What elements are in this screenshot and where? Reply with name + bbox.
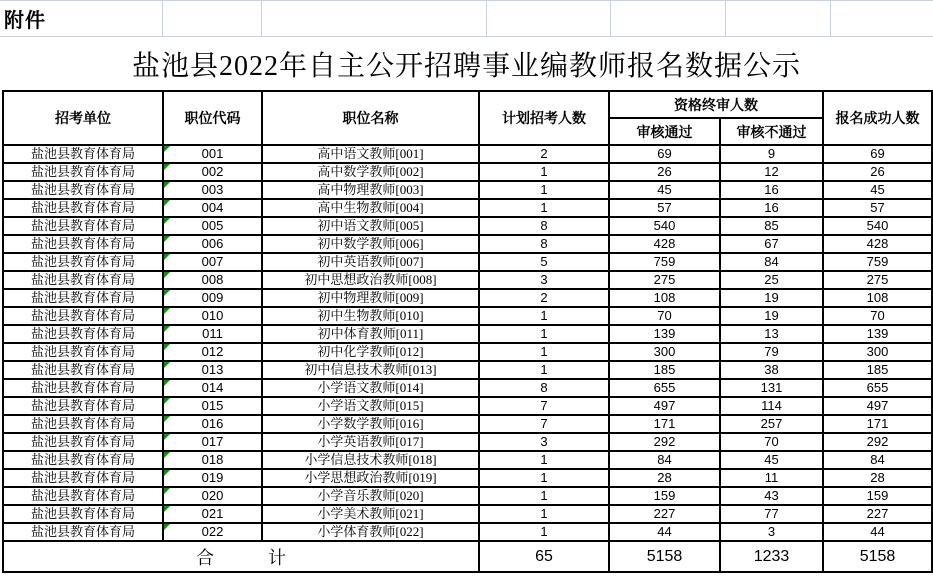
rejected-count-cell[interactable]: 114: [720, 397, 823, 415]
position-name-cell[interactable]: 小学语文教师[015]: [262, 397, 479, 415]
code-cell[interactable]: 003: [163, 181, 262, 199]
unit-cell[interactable]: 盐池县教育体育局: [3, 325, 163, 343]
unit-cell[interactable]: 盐池县教育体育局: [3, 199, 163, 217]
rejected-count-cell[interactable]: 9: [720, 145, 823, 163]
approved-count-cell[interactable]: 26: [609, 163, 720, 181]
position-name-cell[interactable]: 小学音乐教师[020]: [262, 487, 479, 505]
table-row: [3, 469, 932, 487]
approved-count-cell[interactable]: 28: [609, 469, 720, 487]
position-name-cell[interactable]: 高中生物教师[004]: [262, 199, 479, 217]
rejected-count-cell[interactable]: 84: [720, 253, 823, 271]
code-cell[interactable]: 017: [163, 433, 262, 451]
gridline: [725, 1, 726, 36]
table-row: [3, 415, 932, 433]
gridline: [162, 1, 163, 36]
planned-count-cell[interactable]: 8: [479, 379, 609, 397]
position-name-cell[interactable]: 初中英语教师[007]: [262, 253, 479, 271]
position-name-cell[interactable]: 初中物理教师[009]: [262, 289, 479, 307]
planned-count-cell[interactable]: 1: [479, 163, 609, 181]
registered-count-cell[interactable]: 70: [823, 307, 932, 325]
planned-count-cell[interactable]: 3: [479, 433, 609, 451]
rejected-count-cell[interactable]: 38: [720, 361, 823, 379]
position-name-cell[interactable]: 小学语文教师[014]: [262, 379, 479, 397]
registered-count-cell[interactable]: 428: [823, 235, 932, 253]
planned-count-cell[interactable]: 5: [479, 253, 609, 271]
table-row: [3, 271, 932, 289]
unit-cell[interactable]: 盐池县教育体育局: [3, 343, 163, 361]
planned-count-cell[interactable]: 1: [479, 343, 609, 361]
rejected-count-cell[interactable]: 70: [720, 433, 823, 451]
position-name-cell[interactable]: 小学思想政治教师[019]: [262, 469, 479, 487]
spreadsheet-grid-strip: [0, 0, 933, 37]
text-format-warning-icon: [164, 326, 170, 332]
position-name-cell[interactable]: 小学数学教师[016]: [262, 415, 479, 433]
code-cell[interactable]: 001: [163, 145, 262, 163]
text-format-warning-icon: [164, 398, 170, 404]
unit-cell[interactable]: 盐池县教育体育局: [3, 415, 163, 433]
total-approved-cell[interactable]: 5158: [609, 541, 720, 572]
position-name-cell[interactable]: 初中生物教师[010]: [262, 307, 479, 325]
rejected-count-cell[interactable]: 11: [720, 469, 823, 487]
position-name-cell[interactable]: 初中语文教师[005]: [262, 217, 479, 235]
planned-count-cell[interactable]: 7: [479, 415, 609, 433]
rejected-count-cell[interactable]: 16: [720, 199, 823, 217]
position-name-cell[interactable]: 小学信息技术教师[018]: [262, 451, 479, 469]
rejected-count-cell[interactable]: 19: [720, 307, 823, 325]
table-row: [3, 253, 932, 271]
code-cell[interactable]: 011: [163, 325, 262, 343]
registered-count-cell[interactable]: 108: [823, 289, 932, 307]
table-row: [3, 523, 932, 541]
registered-count-cell[interactable]: 171: [823, 415, 932, 433]
table-row: [3, 325, 932, 343]
unit-cell[interactable]: 盐池县教育体育局: [3, 271, 163, 289]
registered-count-cell[interactable]: 655: [823, 379, 932, 397]
approved-count-cell[interactable]: 45: [609, 181, 720, 199]
registered-count-cell[interactable]: 292: [823, 433, 932, 451]
registered-count-cell[interactable]: 139: [823, 325, 932, 343]
registered-count-cell[interactable]: 300: [823, 343, 932, 361]
gridline: [486, 1, 487, 36]
position-name-cell[interactable]: 初中化学教师[012]: [262, 343, 479, 361]
code-cell[interactable]: 006: [163, 235, 262, 253]
position-name-cell[interactable]: 高中语文教师[001]: [262, 145, 479, 163]
total-planned-cell[interactable]: 65: [479, 541, 609, 572]
code-cell[interactable]: 013: [163, 361, 262, 379]
code-cell[interactable]: 021: [163, 505, 262, 523]
table-row: [3, 217, 932, 235]
text-format-warning-icon: [164, 146, 170, 152]
unit-cell[interactable]: 盐池县教育体育局: [3, 523, 163, 541]
header-code[interactable]: 职位代码: [163, 91, 262, 145]
rejected-count-cell[interactable]: 3: [720, 523, 823, 541]
attachment-label: 附件: [4, 10, 46, 32]
table-header: [3, 91, 932, 145]
table-row: [3, 343, 932, 361]
rejected-count-cell[interactable]: 257: [720, 415, 823, 433]
rejected-count-cell[interactable]: 67: [720, 235, 823, 253]
approved-count-cell[interactable]: 139: [609, 325, 720, 343]
total-row: [3, 541, 932, 572]
code-cell[interactable]: 007: [163, 253, 262, 271]
table-row: [3, 451, 932, 469]
registered-count-cell[interactable]: 44: [823, 523, 932, 541]
gridline: [261, 1, 262, 36]
page-title: 盐池县2022年自主公开招聘事业编教师报名数据公示: [131, 50, 801, 82]
registered-count-cell[interactable]: 275: [823, 271, 932, 289]
approved-count-cell[interactable]: 108: [609, 289, 720, 307]
rejected-count-cell[interactable]: 131: [720, 379, 823, 397]
code-cell[interactable]: 014: [163, 379, 262, 397]
table-row: [3, 361, 932, 379]
unit-cell[interactable]: 盐池县教育体育局: [3, 487, 163, 505]
total-label-cell[interactable]: 合 计: [3, 541, 479, 572]
table-row: [3, 163, 932, 181]
registered-count-cell[interactable]: 26: [823, 163, 932, 181]
table-row: [3, 235, 932, 253]
table-row: [3, 181, 932, 199]
planned-count-cell[interactable]: 1: [479, 505, 609, 523]
code-cell[interactable]: 020: [163, 487, 262, 505]
text-format-warning-icon: [164, 344, 170, 350]
registered-count-cell[interactable]: 159: [823, 487, 932, 505]
approved-count-cell[interactable]: 171: [609, 415, 720, 433]
rejected-count-cell[interactable]: 12: [720, 163, 823, 181]
text-format-warning-icon: [164, 200, 170, 206]
header-approved[interactable]: 审核通过: [609, 118, 720, 145]
position-name-cell[interactable]: 初中信息技术教师[013]: [262, 361, 479, 379]
approved-count-cell[interactable]: 44: [609, 523, 720, 541]
table-row: [3, 397, 932, 415]
unit-cell[interactable]: 盐池县教育体育局: [3, 361, 163, 379]
total-rejected-cell[interactable]: 1233: [720, 541, 823, 572]
planned-count-cell[interactable]: 1: [479, 469, 609, 487]
code-cell[interactable]: 012: [163, 343, 262, 361]
table-body: [3, 145, 932, 541]
table-row: [3, 379, 932, 397]
planned-count-cell[interactable]: 1: [479, 523, 609, 541]
rejected-count-cell[interactable]: 13: [720, 325, 823, 343]
approved-count-cell[interactable]: 159: [609, 487, 720, 505]
approved-count-cell[interactable]: 84: [609, 451, 720, 469]
header-planned[interactable]: 计划招考人数: [479, 91, 609, 145]
code-cell[interactable]: 016: [163, 415, 262, 433]
text-format-warning-icon: [164, 506, 170, 512]
total-registered-cell[interactable]: 5158: [823, 541, 932, 572]
approved-count-cell[interactable]: 69: [609, 145, 720, 163]
unit-cell[interactable]: 盐池县教育体育局: [3, 253, 163, 271]
text-format-warning-icon: [164, 164, 170, 170]
planned-count-cell[interactable]: 1: [479, 325, 609, 343]
table-row: [3, 433, 932, 451]
rejected-count-cell[interactable]: 77: [720, 505, 823, 523]
table-row: [3, 145, 932, 163]
text-format-warning-icon: [164, 290, 170, 296]
text-format-warning-icon: [164, 380, 170, 386]
unit-cell[interactable]: 盐池县教育体育局: [3, 307, 163, 325]
rejected-count-cell[interactable]: 85: [720, 217, 823, 235]
position-name-cell[interactable]: 小学英语教师[017]: [262, 433, 479, 451]
registered-count-cell[interactable]: 84: [823, 451, 932, 469]
unit-cell[interactable]: 盐池县教育体育局: [3, 181, 163, 199]
header-rejected[interactable]: 审核不通过: [720, 118, 823, 145]
planned-count-cell[interactable]: 2: [479, 289, 609, 307]
approved-count-cell[interactable]: 497: [609, 397, 720, 415]
position-name-cell[interactable]: 初中数学教师[006]: [262, 235, 479, 253]
registered-count-cell[interactable]: 540: [823, 217, 932, 235]
code-cell[interactable]: 019: [163, 469, 262, 487]
approved-count-cell[interactable]: 185: [609, 361, 720, 379]
text-format-warning-icon: [164, 434, 170, 440]
table-row: [3, 289, 932, 307]
table-footer: [3, 541, 932, 572]
header-final-review-group[interactable]: 资格终审人数: [609, 91, 823, 118]
text-format-warning-icon: [164, 218, 170, 224]
position-name-cell[interactable]: 高中物理教师[003]: [262, 181, 479, 199]
rejected-count-cell[interactable]: 45: [720, 451, 823, 469]
table-row: [3, 505, 932, 523]
registered-count-cell[interactable]: 57: [823, 199, 932, 217]
approved-count-cell[interactable]: 57: [609, 199, 720, 217]
text-format-warning-icon: [164, 416, 170, 422]
code-cell[interactable]: 010: [163, 307, 262, 325]
unit-cell[interactable]: 盐池县教育体育局: [3, 433, 163, 451]
position-name-cell[interactable]: 初中思想政治教师[008]: [262, 271, 479, 289]
text-format-warning-icon: [164, 308, 170, 314]
header-position[interactable]: 职位名称: [262, 91, 479, 145]
planned-count-cell[interactable]: 8: [479, 235, 609, 253]
code-cell[interactable]: 004: [163, 199, 262, 217]
planned-count-cell[interactable]: 7: [479, 397, 609, 415]
unit-cell[interactable]: 盐池县教育体育局: [3, 145, 163, 163]
planned-count-cell[interactable]: 2: [479, 145, 609, 163]
unit-cell[interactable]: 盐池县教育体育局: [3, 397, 163, 415]
unit-cell[interactable]: 盐池县教育体育局: [3, 163, 163, 181]
table-row: [3, 199, 932, 217]
approved-count-cell[interactable]: 540: [609, 217, 720, 235]
planned-count-cell[interactable]: 1: [479, 451, 609, 469]
gridline: [830, 1, 831, 36]
text-format-warning-icon: [164, 272, 170, 278]
registered-count-cell[interactable]: 497: [823, 397, 932, 415]
registered-count-cell[interactable]: 185: [823, 361, 932, 379]
planned-count-cell[interactable]: 1: [479, 199, 609, 217]
text-format-warning-icon: [164, 470, 170, 476]
text-format-warning-icon: [164, 488, 170, 494]
code-cell[interactable]: 009: [163, 289, 262, 307]
text-format-warning-icon: [164, 254, 170, 260]
registered-count-cell[interactable]: 227: [823, 505, 932, 523]
position-name-cell[interactable]: 小学美术教师[021]: [262, 505, 479, 523]
planned-count-cell[interactable]: 1: [479, 307, 609, 325]
registered-count-cell[interactable]: 69: [823, 145, 932, 163]
rejected-count-cell[interactable]: 79: [720, 343, 823, 361]
unit-cell[interactable]: 盐池县教育体育局: [3, 469, 163, 487]
position-name-cell[interactable]: 高中数学教师[002]: [262, 163, 479, 181]
approved-count-cell[interactable]: 655: [609, 379, 720, 397]
text-format-warning-icon: [164, 182, 170, 188]
text-format-warning-icon: [164, 452, 170, 458]
approved-count-cell[interactable]: 428: [609, 235, 720, 253]
table-row: [3, 307, 932, 325]
planned-count-cell[interactable]: 1: [479, 487, 609, 505]
code-cell[interactable]: 005: [163, 217, 262, 235]
table-row: [3, 487, 932, 505]
rejected-count-cell[interactable]: 16: [720, 181, 823, 199]
registered-count-cell[interactable]: 45: [823, 181, 932, 199]
rejected-count-cell[interactable]: 25: [720, 271, 823, 289]
text-format-warning-icon: [164, 362, 170, 368]
position-name-cell[interactable]: 小学体育教师[022]: [262, 523, 479, 541]
planned-count-cell[interactable]: 1: [479, 361, 609, 379]
approved-count-cell[interactable]: 300: [609, 343, 720, 361]
text-format-warning-icon: [164, 236, 170, 242]
unit-cell[interactable]: 盐池县教育体育局: [3, 379, 163, 397]
registered-count-cell[interactable]: 28: [823, 469, 932, 487]
unit-cell[interactable]: 盐池县教育体育局: [3, 289, 163, 307]
unit-cell[interactable]: 盐池县教育体育局: [3, 451, 163, 469]
approved-count-cell[interactable]: 292: [609, 433, 720, 451]
rejected-count-cell[interactable]: 43: [720, 487, 823, 505]
approved-count-cell[interactable]: 227: [609, 505, 720, 523]
unit-cell[interactable]: 盐池县教育体育局: [3, 217, 163, 235]
planned-count-cell[interactable]: 8: [479, 217, 609, 235]
position-name-cell[interactable]: 初中体育教师[011]: [262, 325, 479, 343]
approved-count-cell[interactable]: 275: [609, 271, 720, 289]
text-format-warning-icon: [164, 524, 170, 530]
header-registered[interactable]: 报名成功人数: [823, 91, 932, 145]
code-cell[interactable]: 008: [163, 271, 262, 289]
planned-count-cell[interactable]: 1: [479, 181, 609, 199]
code-cell[interactable]: 022: [163, 523, 262, 541]
rejected-count-cell[interactable]: 19: [720, 289, 823, 307]
unit-cell[interactable]: 盐池县教育体育局: [3, 235, 163, 253]
registered-count-cell[interactable]: 759: [823, 253, 932, 271]
code-cell[interactable]: 015: [163, 397, 262, 415]
approved-count-cell[interactable]: 759: [609, 253, 720, 271]
recruitment-table: [2, 90, 933, 573]
gridline: [610, 1, 611, 36]
planned-count-cell[interactable]: 3: [479, 271, 609, 289]
header-unit[interactable]: 招考单位: [3, 91, 163, 145]
code-cell[interactable]: 002: [163, 163, 262, 181]
approved-count-cell[interactable]: 70: [609, 307, 720, 325]
unit-cell[interactable]: 盐池县教育体育局: [3, 505, 163, 523]
code-cell[interactable]: 018: [163, 451, 262, 469]
